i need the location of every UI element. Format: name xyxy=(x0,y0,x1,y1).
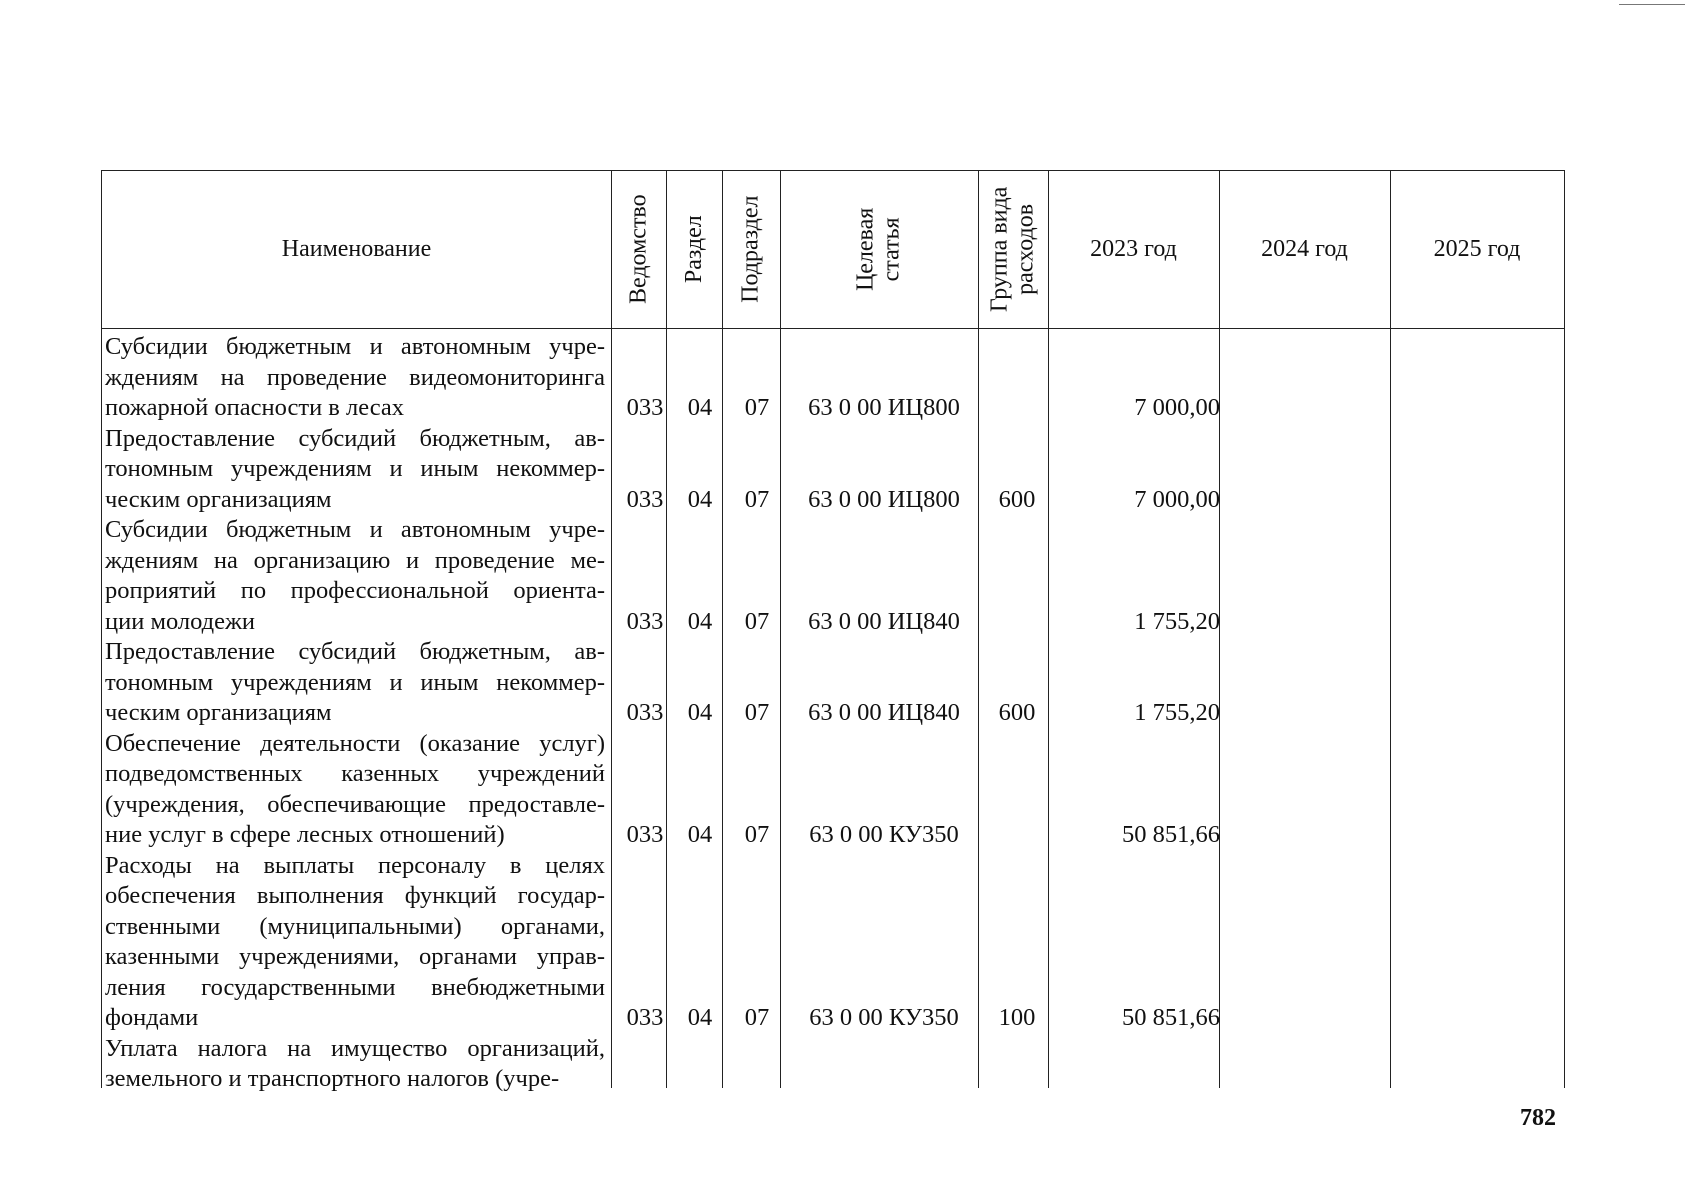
header-podrazdel-text: Подраздел xyxy=(737,195,764,303)
cell-podrazdel: 07 xyxy=(744,821,770,848)
cell-razdel: 04 xyxy=(687,607,713,635)
budget-table xyxy=(101,170,1565,1092)
row-name-line: Предоставление субсидий бюджетным, ав- xyxy=(105,638,605,665)
table-row xyxy=(102,332,1564,424)
header-bottom-border xyxy=(102,328,1564,329)
cell-podrazdel: 07 xyxy=(744,699,770,726)
cell-razdel: 04 xyxy=(687,1004,713,1031)
row-name-line: пожарной опасности в лесах xyxy=(105,394,405,421)
cell-2023: 7 000,00 xyxy=(1134,485,1220,513)
row-name xyxy=(105,1034,605,1095)
header-vedomstvo-text: Ведомство xyxy=(625,194,652,304)
row-name xyxy=(105,332,605,424)
cell-2023: 1 755,20 xyxy=(1134,699,1220,726)
cell-celevaya-statya: 63 0 00 КУ350 xyxy=(809,821,959,848)
cell-2023: 50 851,66 xyxy=(1122,821,1220,848)
cell-vedomstvo: 033 xyxy=(626,821,664,848)
cell-vedomstvo: 033 xyxy=(626,394,664,421)
row-name-line: ции молодежи xyxy=(105,607,256,635)
row-name-line: (учреждения, обеспечивающие предоставле- xyxy=(105,790,605,818)
cell-podrazdel: 07 xyxy=(744,394,770,421)
header-gruppa-vida xyxy=(978,170,1048,328)
table-row xyxy=(102,851,1564,1034)
cell-2023: 1 755,20 xyxy=(1134,607,1220,635)
page-number: 782 xyxy=(1520,1105,1556,1131)
cell-podrazdel: 07 xyxy=(744,1004,770,1031)
row-name xyxy=(105,424,605,516)
header-name xyxy=(102,170,611,328)
row-name-line: Обеспечение деятельности (оказание услуг) xyxy=(105,729,605,757)
cell-razdel: 04 xyxy=(687,821,713,848)
cell-podrazdel: 07 xyxy=(744,607,770,635)
row-name-line: обеспечения выполнения функций государ- xyxy=(105,882,605,909)
header-podrazdel xyxy=(722,170,780,328)
cell-razdel: 04 xyxy=(687,699,713,726)
table-row xyxy=(102,729,1564,851)
row-name-line: Субсидии бюджетным и автономным учре- xyxy=(105,516,605,543)
row-name-line: Расходы на выплаты персоналу в целях xyxy=(105,851,605,879)
cell-celevaya-statya: 63 0 00 ИЦ840 xyxy=(808,607,960,635)
header-celevaya-line2: статья xyxy=(878,217,905,281)
cell-razdel: 04 xyxy=(687,485,713,513)
cell-vedomstvo: 033 xyxy=(626,607,664,635)
row-name-line: фондами xyxy=(105,1004,199,1031)
scan-mark xyxy=(1619,4,1685,5)
header-2024 xyxy=(1219,170,1390,328)
header-celevaya-line1: Целевая xyxy=(852,207,879,291)
row-name-line: Субсидии бюджетным и автономным учре- xyxy=(105,333,605,360)
cell-2023: 50 851,66 xyxy=(1122,1004,1220,1031)
row-name-line: ждениям на организацию и проведение ме- xyxy=(105,546,605,574)
header-2025-text: 2025 год xyxy=(1433,235,1521,262)
row-name-line: ние услуг в сфере лесных отношений) xyxy=(105,821,505,848)
cell-gruppa-vida: 600 xyxy=(998,485,1036,513)
row-name-line: ления государственными внебюджетными xyxy=(105,973,605,1001)
header-celevaya-text xyxy=(853,207,906,290)
cell-vedomstvo: 033 xyxy=(626,699,664,726)
header-name-text: Наименование xyxy=(281,235,432,262)
cell-podrazdel: 07 xyxy=(744,485,770,513)
header-2023 xyxy=(1048,170,1219,328)
row-name xyxy=(105,851,605,1034)
row-name xyxy=(105,515,605,637)
row-name-line: земельного и транспортного налогов (учре- xyxy=(105,1065,560,1092)
row-name-line: ческим организациям xyxy=(105,485,332,513)
header-razdel xyxy=(666,170,722,328)
header-razdel-text: Раздел xyxy=(680,215,707,283)
row-name-line: ческим организациям xyxy=(105,699,332,726)
table-row xyxy=(102,515,1564,637)
cell-vedomstvo: 033 xyxy=(626,485,664,513)
header-gruppa-line2: расходов xyxy=(1013,203,1039,295)
header-2023-text: 2023 год xyxy=(1090,235,1177,262)
row-name xyxy=(105,729,605,851)
header-2025 xyxy=(1390,170,1564,328)
row-name xyxy=(105,637,605,729)
cell-celevaya-statya: 63 0 00 ИЦ800 xyxy=(808,394,960,421)
header-vedomstvo xyxy=(611,170,666,328)
cell-gruppa-vida: 100 xyxy=(998,1004,1036,1031)
cell-vedomstvo: 033 xyxy=(626,1004,664,1031)
header-2024-text: 2024 год xyxy=(1261,235,1348,262)
cell-razdel: 04 xyxy=(687,394,713,421)
row-name-line: тономным учреждениям и иным некоммер- xyxy=(105,455,605,482)
row-name-line: подведомственных казенных учреждений xyxy=(105,760,605,787)
table-row xyxy=(102,637,1564,729)
table-row xyxy=(102,1034,1564,1095)
cell-celevaya-statya: 63 0 00 ИЦ840 xyxy=(808,699,960,726)
cell-celevaya-statya: 63 0 00 КУ350 xyxy=(809,1004,959,1031)
row-name-line: тономным учреждениям и иным некоммер- xyxy=(105,668,605,696)
row-name-line: Предоставление субсидий бюджетным, ав- xyxy=(105,424,605,452)
row-name-line: роприятий по профессиональной ориента- xyxy=(105,577,605,604)
row-name-line: Уплата налога на имущество организаций, xyxy=(105,1034,605,1062)
table-row xyxy=(102,424,1564,516)
cell-2023: 7 000,00 xyxy=(1134,394,1220,421)
header-celevaya-statya xyxy=(780,170,978,328)
cell-gruppa-vida: 600 xyxy=(998,699,1036,726)
cell-celevaya-statya: 63 0 00 ИЦ800 xyxy=(808,485,960,513)
header-gruppa-line1: Группа вида xyxy=(986,186,1013,312)
row-name-line: казенными учреждениями, органами управ- xyxy=(105,943,605,970)
header-gruppa-text xyxy=(987,186,1040,311)
row-name-line: ждениям на проведение видеомониторинга xyxy=(105,363,605,391)
row-name-line: ственными (муниципальными) органами, xyxy=(105,912,605,940)
